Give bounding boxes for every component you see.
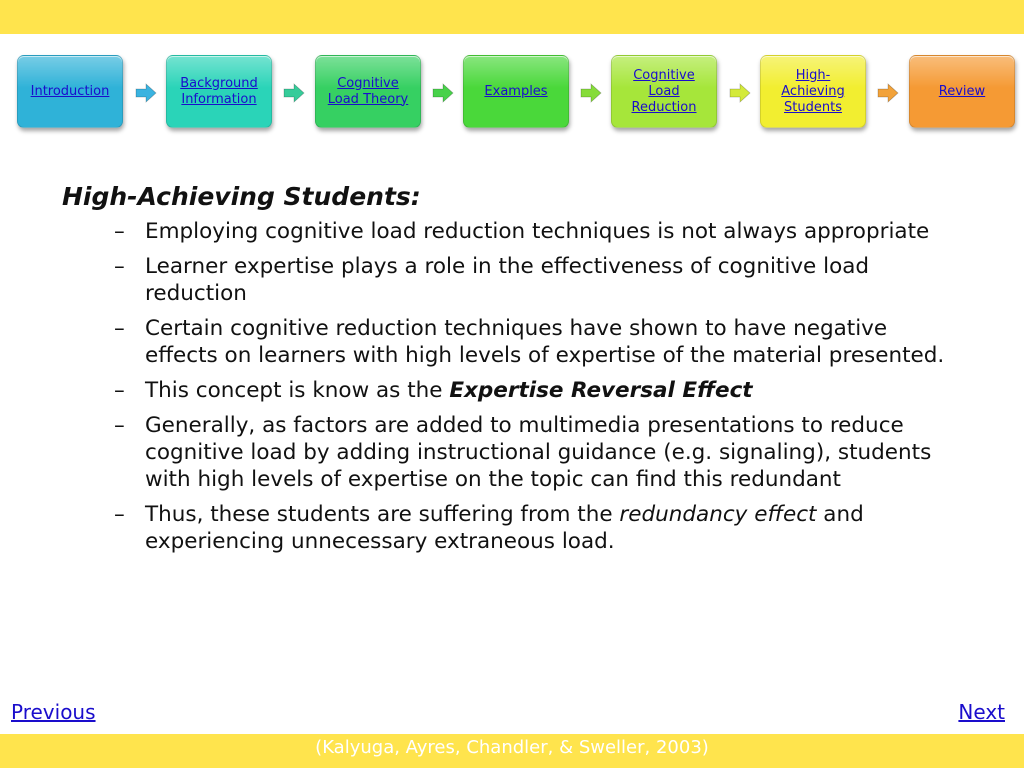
nav-box-cognitive-load-reduction[interactable] [611,55,717,128]
nav-link-introduction[interactable]: Introduction [30,83,110,99]
list-item [114,501,962,555]
nav-link-high-achieving-students[interactable]: High-Achieving Students [781,67,845,115]
list-item [114,377,962,404]
dash-marker: – [114,502,125,527]
nav-box-high-achieving-students[interactable] [760,55,866,128]
nav-link-cognitive-load-reduction[interactable]: Cognitive Load Reduction [631,67,697,115]
nav-link-background-information[interactable]: Background Information [180,75,258,107]
list-item [114,315,962,369]
bullet-text: Learner expertise plays a role in the effectiveness of cognitive load reduction [145,254,870,306]
nav-link-review[interactable]: Review [938,83,986,99]
dash-marker: – [114,413,125,438]
bullet-text: Employing cognitive load reduction techniques is not always appropriate [145,219,930,244]
bullet-text: Certain cognitive reduction techniques have shown to have negative effects on learners with high levels of expertise of the material presented. [145,316,945,368]
redundancy-effect-term: redundancy effect [619,502,817,527]
section-navigation [0,55,1024,130]
bullet-text: Generally, as factors are added to multimedia presentations to reduce cognitive load by adding instructional guidance (e.g. signaling), students with high levels of expertise on the topic can find this redundant [145,413,932,492]
nav-box-review[interactable] [909,55,1015,128]
bullet-text-prefix: Thus, these students are suffering from the [145,502,620,527]
bullet-text-suffix: and experiencing unnecessary extraneous load. [145,502,864,554]
bullet-text-prefix: This concept is know as the [145,378,450,403]
right-arrow-icon [432,82,454,104]
right-arrow-icon [135,82,157,104]
right-arrow-icon [283,82,305,104]
dash-marker: – [114,378,125,403]
nav-box-cognitive-load-theory[interactable] [315,55,421,128]
dash-marker: – [114,254,125,279]
top-banner [0,0,1024,34]
nav-link-examples[interactable]: Examples [484,83,548,99]
right-arrow-icon [877,82,899,104]
citation-text: (Kalyuga, Ayres, Chandler, & Sweller, 2003) [315,737,709,758]
list-item [114,218,962,245]
nav-box-background-information[interactable] [166,55,272,128]
previous-link[interactable]: Previous [11,700,96,724]
nav-box-introduction[interactable] [17,55,123,128]
slide-content [62,180,962,563]
right-arrow-icon [729,82,751,104]
dash-marker: – [114,316,125,341]
nav-box-examples[interactable] [463,55,569,128]
list-item [114,412,962,493]
slide-heading: High-Achieving Students: [62,182,421,211]
bullet-list [62,218,962,555]
nav-link-cognitive-load-theory[interactable]: Cognitive Load Theory [327,75,409,107]
next-link[interactable]: Next [958,700,1005,724]
list-item [114,253,962,307]
right-arrow-icon [580,82,602,104]
expertise-reversal-effect-term: Expertise Reversal Effect [449,378,753,403]
dash-marker: – [114,219,125,244]
